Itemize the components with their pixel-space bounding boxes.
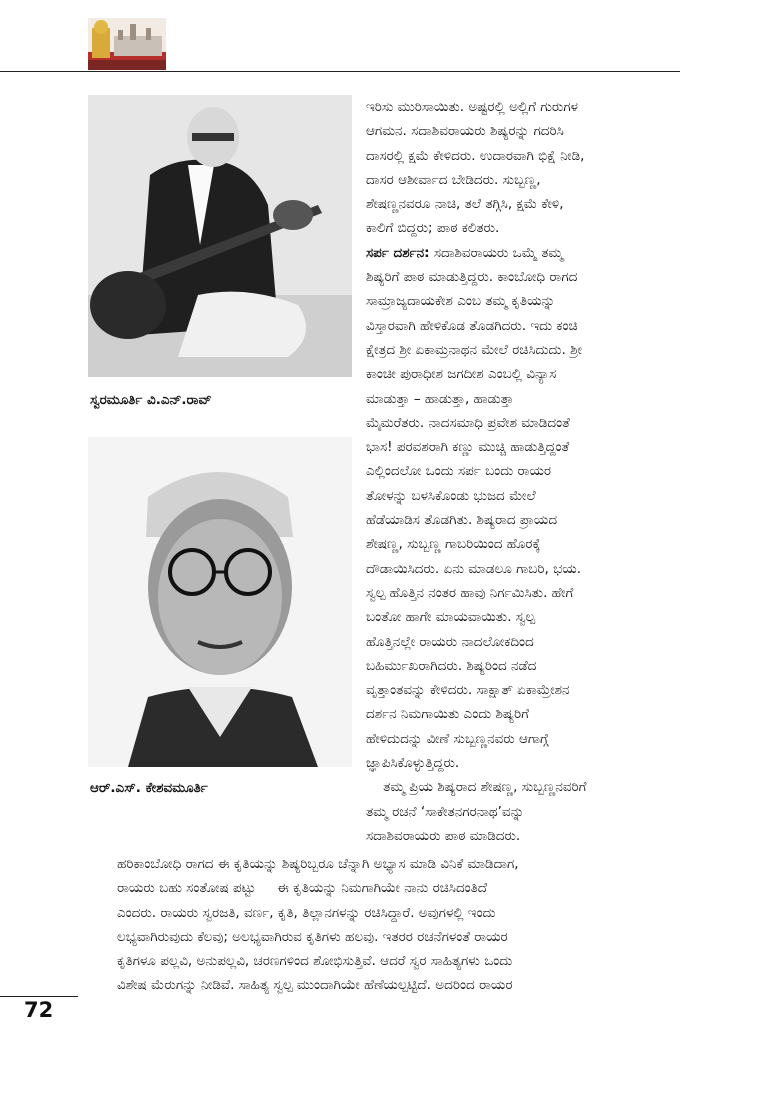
section-heading: ಸರ್ಪ ದರ್ಶನ: xyxy=(366,244,430,261)
text-line: ಜ್ಞಾಪಿಸಿಕೊಳ್ಳುತ್ತಿದ್ದರು. xyxy=(366,755,460,772)
text-line: ತೋಳನ್ನು ಬಳಸಿಕೊಂಡು ಭುಜದ ಮೇಲೆ xyxy=(366,487,536,504)
text-line: ಶೇಷಣ್ಣನವರೂ ನಾಚಿ, ತಲೆ ತಗ್ಗಿಸಿ, ಕ್ಷಮೆ ಕೇಳಿ, xyxy=(366,196,564,213)
text-line: ವೃತ್ತಾಂತವನ್ನು ಕೇಳಿದರು. ಸಾಕ್ಷಾತ್ ಏಕಾಮ್ರೇಶನ xyxy=(366,682,570,699)
photo-veena-player xyxy=(88,95,352,377)
footer-rule xyxy=(0,996,78,997)
text-line: ವಿಸ್ತಾರವಾಗಿ ಹೇಳಿಕೊಡ ತೊಡಗಿದರು. ಇದು ಕಂಚಿ xyxy=(366,317,578,334)
text-line: ಹರಿಕಾಂಬೋಧಿ ರಾಗದ ಈ ಕೃತಿಯನ್ನು ಶಿಷ್ಯರಿಬ್ಬರೂ ಚೆನ್ನಾಗಿ ಅಭ್ಯಾಸ ಮಾಡಿ ವಿನಿಕೆ ಮಾಡಿದಾಗ, xyxy=(117,856,519,872)
photo-portrait-sketch xyxy=(88,437,352,767)
text-line: ಇರಿಸು ಮುರಿಸಾಯಿತು. ಅಷ್ಟರಲ್ಲಿ ಅಲ್ಲಿಗೆ ಗುರುಗಳ xyxy=(366,99,578,115)
text-line: ಸ್ವಲ್ಪ ಹೊತ್ತಿನ ನಂತರ ಹಾವು ನಿರ್ಗಮಿಸಿತು. ಹೇಗೆ xyxy=(366,584,574,601)
text-line: ಲಭ್ಯವಾಗಿರುವುದು ಕೆಲವು; ಅಲಭ್ಯವಾಗಿರುವ ಕೃತಿಗಳು ಹಲವು. ಇತರರ ರಚನೆಗಳಂತೆ ರಾಯರ xyxy=(117,928,508,945)
text-line: ತಮ್ಮ ಪ್ರಿಯ ಶಿಷ್ಯರಾದ ಶೇಷಣ್ಣ, ಸುಬ್ಬಣ್ಣನವರಿಗೆ xyxy=(366,779,587,796)
photo1-caption: ಸ್ವರಮೂರ್ತಿ ವಿ.ಎನ್.ರಾವ್ xyxy=(90,392,212,408)
text-line: ಬಹಿರ್ಮುಖರಾಗಿದರು. ಶಿಷ್ಯರಿಂದ ನಡೆದ xyxy=(366,657,537,674)
text-line: ಬಂತೋ ಹಾಗೇ ಮಾಯವಾಯಿತು. ಸ್ವಲ್ಪ xyxy=(366,609,536,626)
text-line: ದೌಡಾಯಿಸಿದರು. ಏನು ಮಾಡಲೂ ಗಾಬರಿ, ಭಯ. xyxy=(366,560,582,577)
text-line: ರಾಯರು ಬಹು ಸಂತೋಷ ಪಟ್ಟು ಈ ಕೃತಿಯನ್ನು ನಿಮಗಾಗಿಯೇ ನಾನು ರಚಿಸಿದಂತಿದೆ xyxy=(117,880,488,897)
text-line: ವಿಶೇಷ ಮೆರುಗನ್ನು ನೀಡಿವೆ. ಸಾಹಿತ್ಯ ಸ್ವಲ್ಪ ಮುಂದಾಗಿಯೇ ಹೆಣೆಯಲ್ಪಟ್ಟಿದೆ. ಅದರಿಂದ ರಾಯರ xyxy=(117,977,513,994)
header-rule xyxy=(0,71,680,72)
page-number: 72 xyxy=(24,998,54,1022)
text-line: ಕ್ಷೇತ್ರದ ಶ್ರೀ ಏಕಾಮ್ರನಾಥನ ಮೇಲೆ ರಚಿಸಿದುದು. ಶ್ರೀ xyxy=(366,341,582,358)
text-line: ಎಂದರು. ರಾಯರು ಸ್ವರಜತಿ, ವರ್ಣ, ಕೃತಿ, ತಿಲ್ಲಾನಗಳನ್ನು ರಚಿಸಿದ್ದಾರೆ. ಅವುಗಳಲ್ಲಿ ಇಂದು xyxy=(117,904,496,921)
section-heading-line xyxy=(366,241,678,265)
text-line: ದರ್ಶನ ನಿಮಗಾಯಿತು ಎಂದು ಶಿಷ್ಯರಿಗೆ xyxy=(366,706,529,723)
text-line: ಆಗಮನ. ಸದಾಶಿವರಾಯರು ಶಿಷ್ಯರನ್ನು ಗದರಿಸಿ xyxy=(366,123,564,140)
text-line: ದಾಸರಲ್ಲಿ ಕ್ಷಮೆ ಕೇಳಿದರು. ಉದಾರವಾಗಿ ಭಿಕ್ಷೆ ನೀಡಿ, xyxy=(366,147,585,164)
text-line: ದಾಸರ ಆಶೀರ್ವಾದ ಬೇಡಿದರು. ಸುಬ್ಬಣ್ಣ, xyxy=(366,171,541,188)
text-line: ಹೊತ್ತಿನಲ್ಲೇ ರಾಯರು ನಾದಲೋಕದಿಂದ xyxy=(366,633,534,650)
text-line: ಕೃತಿಗಳೂ ಪಲ್ಲವಿ, ಅನುಪಲ್ಲವಿ, ಚರಣಗಳಿಂದ ಶೋಭಿಸುತ್ತಿವೆ. ಆದರೆ ಸ್ವರ ಸಾಹಿತ್ಯಗಳು ಒಂದು xyxy=(117,953,513,970)
right-column-text xyxy=(366,95,678,848)
text-line: ಮಾಡುತ್ತಾ – ಹಾಡುತ್ತಾ, ಹಾಡುತ್ತಾ xyxy=(366,390,514,407)
text-line: ಮೈಮರೆತರು. ನಾದಸಮಾಧಿ ಪ್ರವೇಶ ಮಾಡಿದಂತೆ xyxy=(366,414,570,431)
text-line: ತಮ್ಮ ರಚನೆ ‘ಸಾಕೇತನಗರನಾಥ’ವನ್ನು xyxy=(366,803,525,820)
text-line: ಕಾಲಿಗೆ ಬಿದ್ದರು; ಪಾಠ ಕಲಿತರು. xyxy=(366,220,500,237)
text-line: ಎಲ್ಲಿಂದಲೋ ಒಂದು ಸರ್ಪ ಬಂದು ರಾಯರ xyxy=(366,463,552,480)
text-line: ಹೇಳಿದುದನ್ನು ವೀಣೆ ಸುಬ್ಬಣ್ಣನವರು ಆಗಾಗ್ಗೆ xyxy=(366,730,549,747)
full-width-paragraph xyxy=(117,852,682,998)
text-line: ಸದಾಶಿವರಾಯರು ಪಾಠ ಮಾಡಿದರು. xyxy=(366,827,521,844)
text-line: ಸದಾಶಿವರಾಯರು ಒಮ್ಮೆ ತಮ್ಮ xyxy=(429,244,564,261)
text-line: ಶೇಷಣ್ಣ, ಸುಬ್ಬಣ್ಣ ಗಾಬರಿಯಿಂದ ಹೊರಕ್ಕೆ xyxy=(366,536,541,553)
header-banner-image xyxy=(88,18,166,70)
text-line: ಸಾಮ್ರಾಜ್ಯದಾಯಕೇಶ ಎಂಬ ತಮ್ಮ ಕೃತಿಯನ್ನು xyxy=(366,293,556,310)
text-line: ಭಾಸ! ಪರವಶರಾಗಿ ಕಣ್ಣು ಮುಚ್ಚಿ ಹಾಡುತ್ತಿದ್ದಂತೆ xyxy=(366,439,570,456)
photo2-caption: ಆರ್.ಎಸ್. ಕೇಶವಮೂರ್ತಿ xyxy=(90,780,208,796)
text-line: ಕಾಂಚೀ ಪುರಾಧೀಶ ಜಗದೀಶ ಎಂಬಲ್ಲಿ ವಿನ್ಯಾಸ xyxy=(366,366,557,383)
text-line: ಹೆಡೆಯಾಡಿಸ ತೊಡಗಿತು. ಶಿಷ್ಯರಾದ ಪ್ರಾಯದ xyxy=(366,512,558,529)
text-line: ಶಿಷ್ಯರಿಗೆ ಪಾಠ ಮಾಡುತ್ತಿದ್ದರು. ಕಾಂಬೋಧಿ ರಾಗದ xyxy=(366,269,578,286)
